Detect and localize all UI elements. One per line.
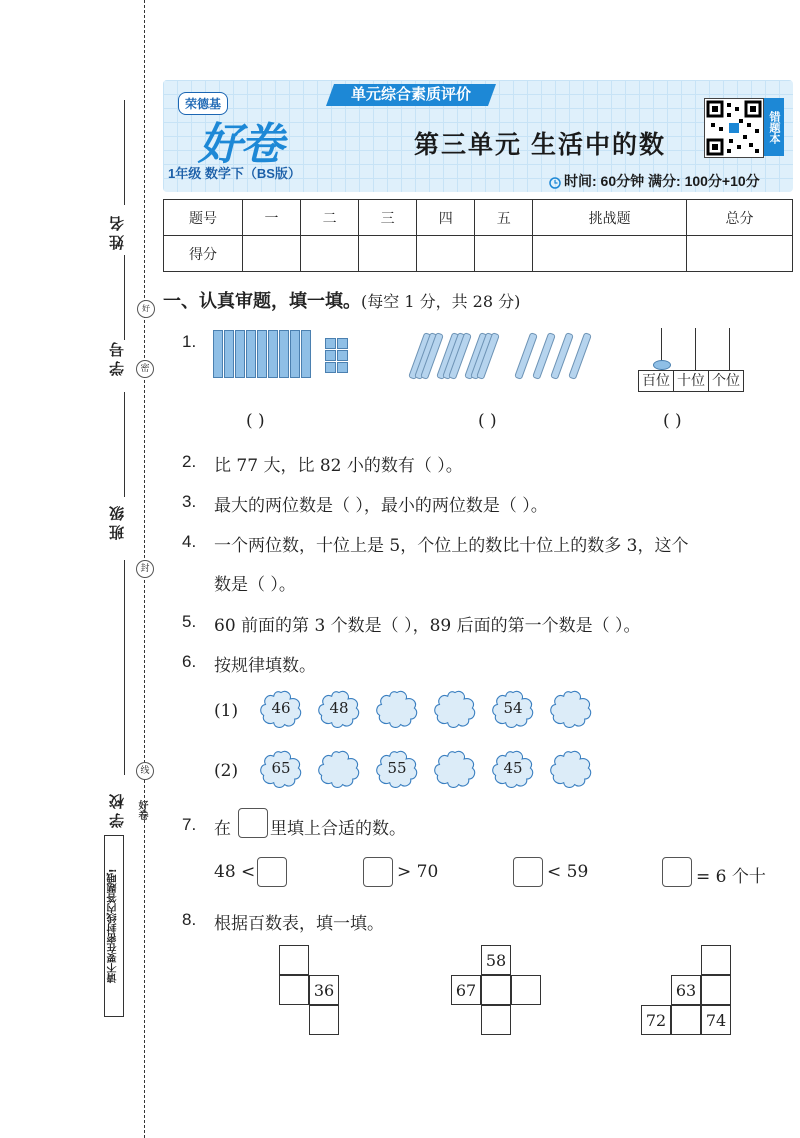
score-table-score-row [164, 236, 793, 272]
q1-answer-blank-2[interactable]: ( ) [478, 411, 497, 431]
flower-number: 48 [329, 699, 349, 717]
q7-item-1-text: 48 < [214, 862, 256, 882]
grid3-cell[interactable] [701, 945, 731, 975]
flower-icon [548, 748, 594, 790]
logo: 好卷 [198, 120, 282, 169]
score-header-cell: 总分 [687, 200, 793, 236]
grade-text: 1年级 数学下（BS版） [168, 166, 301, 181]
q7-item-3-box[interactable] [513, 857, 543, 887]
error-book-tag: 错题本 [764, 98, 784, 156]
flower-icon [316, 748, 362, 790]
score-header-cell: 一 [243, 200, 301, 236]
clock-icon [549, 174, 561, 193]
flower-number: 46 [271, 699, 291, 717]
q1-answer-blank-3[interactable]: ( ) [663, 411, 682, 431]
q7-text-before: 在 [214, 819, 231, 839]
q1-answer-blank-1[interactable]: ( ) [246, 411, 265, 431]
score-row-label: 得分 [164, 236, 243, 272]
q5-text[interactable]: 60 前面的第 3 个数是（ ），89 后面的第一个数是（ ）。 [214, 616, 641, 636]
seal-char-xian: 线 [136, 762, 154, 780]
grid2-cell-given: 67 [451, 975, 481, 1005]
q7-item-4-text: = 6 个十 [696, 867, 766, 887]
q7-item-2-text: > 70 [397, 862, 439, 882]
q4-number: 4. [182, 532, 197, 551]
grid1-cell-given: 36 [309, 975, 339, 1005]
sidebar-logo-mark: 好卷 [136, 800, 147, 820]
q1-sticks-figure [410, 330, 610, 390]
name-label: 姓名 [108, 212, 126, 250]
evaluation-banner [326, 84, 496, 106]
grid3-cell-given: 74 [701, 1005, 731, 1035]
name-line [124, 100, 125, 205]
grid1-cell[interactable] [309, 1005, 339, 1035]
flower-row2-5 [490, 748, 536, 786]
q4-text-continued[interactable]: 数是（ ）。 [214, 575, 296, 595]
q7-number: 7. [182, 815, 197, 834]
flower-icon [432, 688, 478, 730]
score-header-cell: 二 [301, 200, 359, 236]
flower-number: 54 [503, 699, 523, 717]
score-header-cell: 四 [417, 200, 475, 236]
seal-char-feng: 封 [136, 560, 154, 578]
grid3-cell[interactable] [701, 975, 731, 1005]
q6-row1-label: (1) [214, 701, 239, 721]
q2-text[interactable]: 比 77 大，比 82 小的数有（ ）。 [214, 456, 463, 476]
banner-text: 单元综合素质评价 [350, 86, 471, 103]
q1-number: 1. [182, 332, 197, 351]
time-score-info: 时间: 60分钟 满分: 100分+10分 [564, 173, 760, 189]
flower-number: 55 [387, 759, 407, 777]
abacus-bead [653, 360, 671, 370]
id-line-top [124, 255, 125, 340]
q6-row2-label: (2) [214, 761, 239, 781]
no-answer-note: 请不要在密封线内答题哦! [104, 835, 124, 1017]
abacus-label-ones: 个位 [708, 370, 744, 392]
unit-title: 第三单元 生活中的数 [414, 131, 666, 159]
flower-row1-4[interactable] [432, 688, 478, 726]
flower-row1-3[interactable] [374, 688, 420, 726]
id-label: 学号 [108, 338, 126, 376]
flower-icon [374, 688, 420, 730]
grid2-cell-given: 58 [481, 945, 511, 975]
flower-row2-6[interactable] [548, 748, 594, 786]
q7-item-1-box[interactable] [257, 857, 287, 887]
score-input-cell[interactable] [687, 236, 793, 272]
flower-row1-6[interactable] [548, 688, 594, 726]
school-label: 学校 [108, 790, 126, 828]
grid3-cell[interactable] [671, 1005, 701, 1035]
qr-code-icon[interactable] [704, 98, 764, 158]
section-1-subtitle: (每空 1 分，共 28 分) [361, 292, 521, 311]
flower-row2-2[interactable] [316, 748, 362, 786]
flower-icon [548, 688, 594, 730]
score-input-cell[interactable] [301, 236, 359, 272]
score-table [163, 199, 793, 272]
flower-number: 65 [271, 759, 291, 777]
score-table-header-row [164, 200, 793, 236]
q7-item-3-text: < 59 [547, 862, 589, 882]
section-1-heading: 一、认真审题，填一填。 [163, 291, 361, 312]
grid1-cell[interactable] [279, 945, 309, 975]
score-header-cell: 五 [475, 200, 533, 236]
score-header-cell: 挑战题 [533, 200, 687, 236]
score-input-cell[interactable] [533, 236, 687, 272]
q2-number: 2. [182, 452, 197, 471]
school-line [124, 560, 125, 775]
abacus-label-tens: 十位 [673, 370, 709, 392]
section-1-title [163, 287, 520, 313]
flower-number: 45 [503, 759, 523, 777]
seal-char-mi: 密 [136, 360, 154, 378]
grid2-cell[interactable] [511, 975, 541, 1005]
flower-row2-4[interactable] [432, 748, 478, 786]
class-label: 班级 [108, 502, 126, 540]
score-header-cell: 三 [359, 200, 417, 236]
flower-row1-2 [316, 688, 362, 726]
seal-logo-mark: 好 [137, 300, 155, 318]
grid2-cell[interactable] [481, 1005, 511, 1035]
q1-abacus-figure [638, 328, 753, 394]
q3-text[interactable]: 最大的两位数是（ ），最小的两位数是（ ）。 [214, 496, 548, 516]
q8-number: 8. [182, 910, 197, 929]
q8-text: 根据百数表，填一填。 [214, 914, 384, 934]
grid3-cell-given: 72 [641, 1005, 671, 1035]
grid2-cell[interactable] [481, 975, 511, 1005]
flower-icon [432, 748, 478, 790]
q7-item-4-box[interactable] [662, 857, 692, 887]
score-input-cell[interactable] [417, 236, 475, 272]
q1-cubes-figure [213, 330, 323, 390]
q7-item-2-box[interactable] [363, 857, 393, 887]
flower-row2-3 [374, 748, 420, 786]
grid1-cell[interactable] [279, 975, 309, 1005]
score-input-cell[interactable] [475, 236, 533, 272]
flower-row1-1 [258, 688, 304, 726]
flower-row2-1 [258, 748, 304, 786]
abacus-label-hundreds: 百位 [638, 370, 674, 392]
score-input-cell[interactable] [243, 236, 301, 272]
q3-number: 3. [182, 492, 197, 511]
q6-number: 6. [182, 652, 197, 671]
grid3-cell-given: 63 [671, 975, 701, 1005]
q5-number: 5. [182, 612, 197, 631]
score-input-cell[interactable] [359, 236, 417, 272]
flower-row1-5 [490, 688, 536, 726]
class-line [124, 392, 125, 497]
q4-text: 一个两位数，十位上是 5，个位上的数比十位上的数多 3，这个 [214, 536, 689, 556]
q7-text-after: 里填上合适的数。 [270, 819, 406, 839]
score-header-cell: 题号 [164, 200, 243, 236]
q6-text: 按规律填数。 [214, 656, 316, 676]
q7-example-box [238, 808, 268, 838]
brand-tag: 荣德基 [178, 92, 228, 115]
